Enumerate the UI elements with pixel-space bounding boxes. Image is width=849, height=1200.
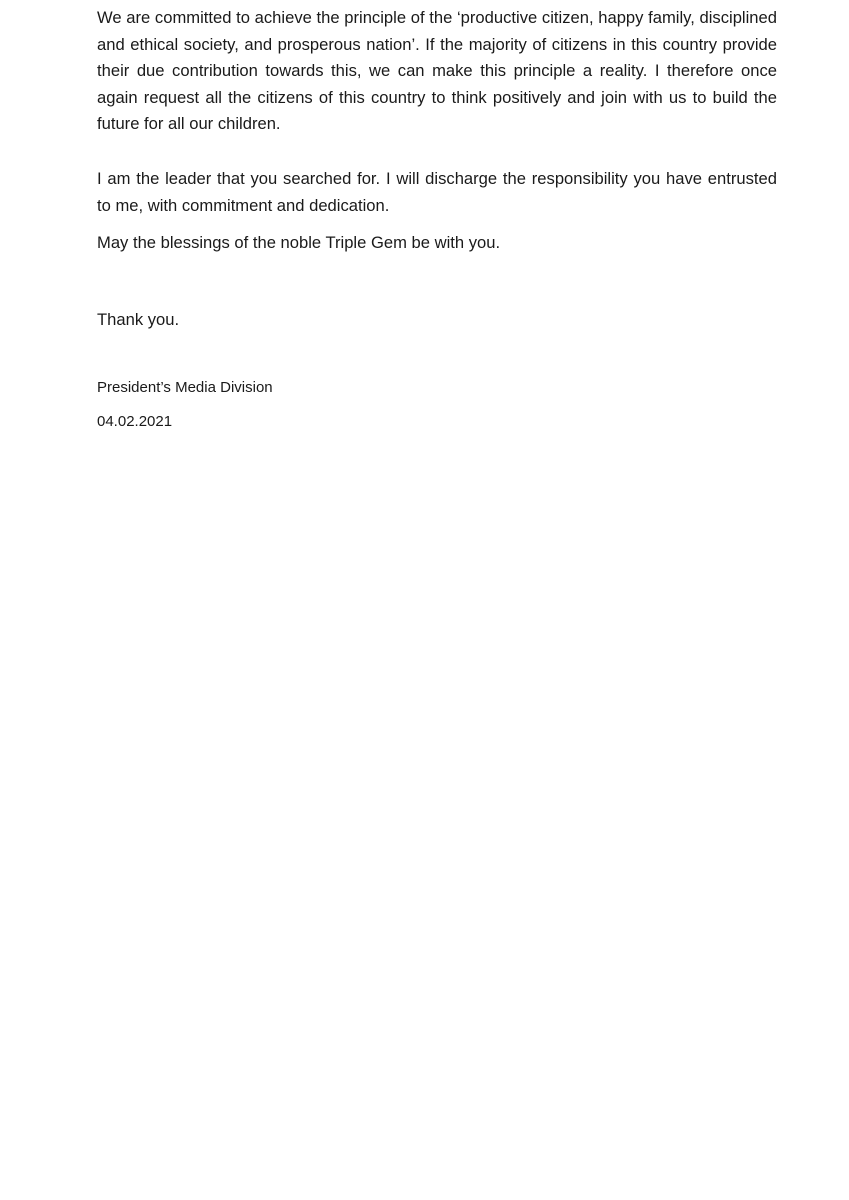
- paragraph-leader: I am the leader that you searched for. I will discharge the responsibility you have entrusted to me, with commitment and dedication.: [97, 169, 777, 215]
- signature-date: 04.02.2021: [97, 413, 173, 430]
- paragraph-commitment: We are committed to achieve the principle of the ‘productive citizen, happy family, disciplined and ethical society, and prosperous nation’. If the majority of citizens in this country provide their due contribution towards this, we can make this principle a reality. I therefore once again request all the citizens of this country to think positively and join with us to build the future for all our children.: [97, 8, 777, 133]
- paragraph-blessing: May the blessings of the noble Triple Gem be with you.: [97, 233, 501, 252]
- signature-organization: President’s Media Division: [97, 379, 273, 396]
- closing-thank-you: Thank you.: [97, 310, 180, 329]
